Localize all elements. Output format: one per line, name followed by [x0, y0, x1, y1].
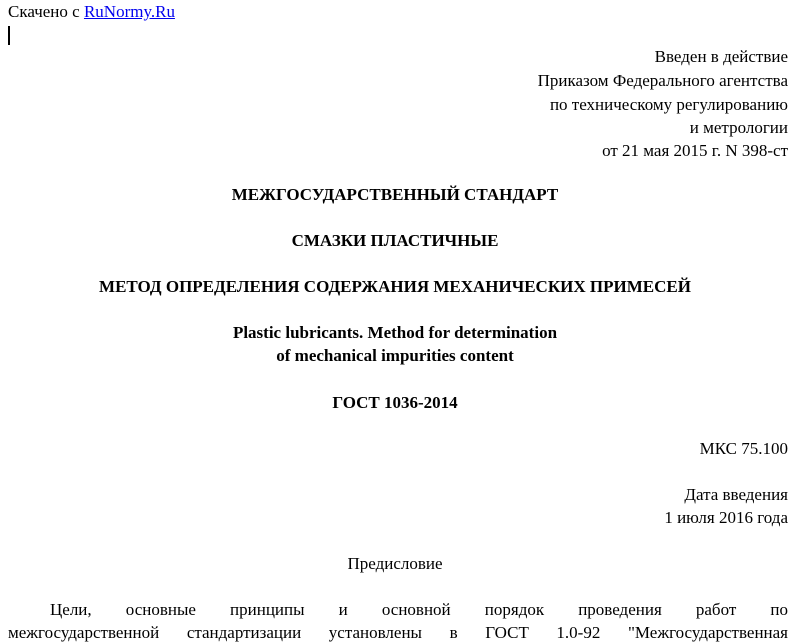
runormy-link[interactable]: RuNormy.Ru [83, 2, 175, 21]
introduction-date-value: 1 июля 2016 года [664, 508, 788, 527]
enactment-line-1: Введен в действие [654, 47, 788, 66]
enactment-line-5: от 21 мая 2015 г. N 398-ст [602, 141, 788, 160]
product-title: СМАЗКИ ПЛАСТИЧНЫЕ [291, 231, 499, 250]
introduction-date-label: Дата введения [684, 485, 788, 504]
gost-designation: ГОСТ 1036-2014 [332, 393, 458, 412]
enactment-line-3: по техническому регулированию [549, 95, 788, 114]
enactment-line-2: Приказом Федерального агентства [537, 71, 788, 90]
mks-code: МКС 75.100 [699, 439, 788, 458]
standard-type-title: МЕЖГОСУДАРСТВЕННЫЙ СТАНДАРТ [231, 185, 559, 204]
english-title-line-1: Plastic lubricants. Method for determination [232, 323, 558, 342]
text-cursor [8, 26, 10, 45]
english-title-line-2: of mechanical impurities content [276, 346, 514, 365]
enactment-line-4: и метрологии [689, 118, 788, 137]
preface-heading: Предисловие [347, 554, 443, 573]
preface-paragraph-line-2: межгосударственной стандартизации установлены в ГОСТ 1.0-92 "Межгосударственная [8, 623, 788, 642]
download-prefix: Скачено с [8, 2, 84, 21]
preface-paragraph-line-1: Цели, основные принципы и основной порядок проведения работ по [50, 600, 788, 619]
method-title: МЕТОД ОПРЕДЕЛЕНИЯ СОДЕРЖАНИЯ МЕХАНИЧЕСКИХ ПРИМЕСЕЙ [99, 277, 691, 296]
download-source-line [8, 1, 175, 23]
